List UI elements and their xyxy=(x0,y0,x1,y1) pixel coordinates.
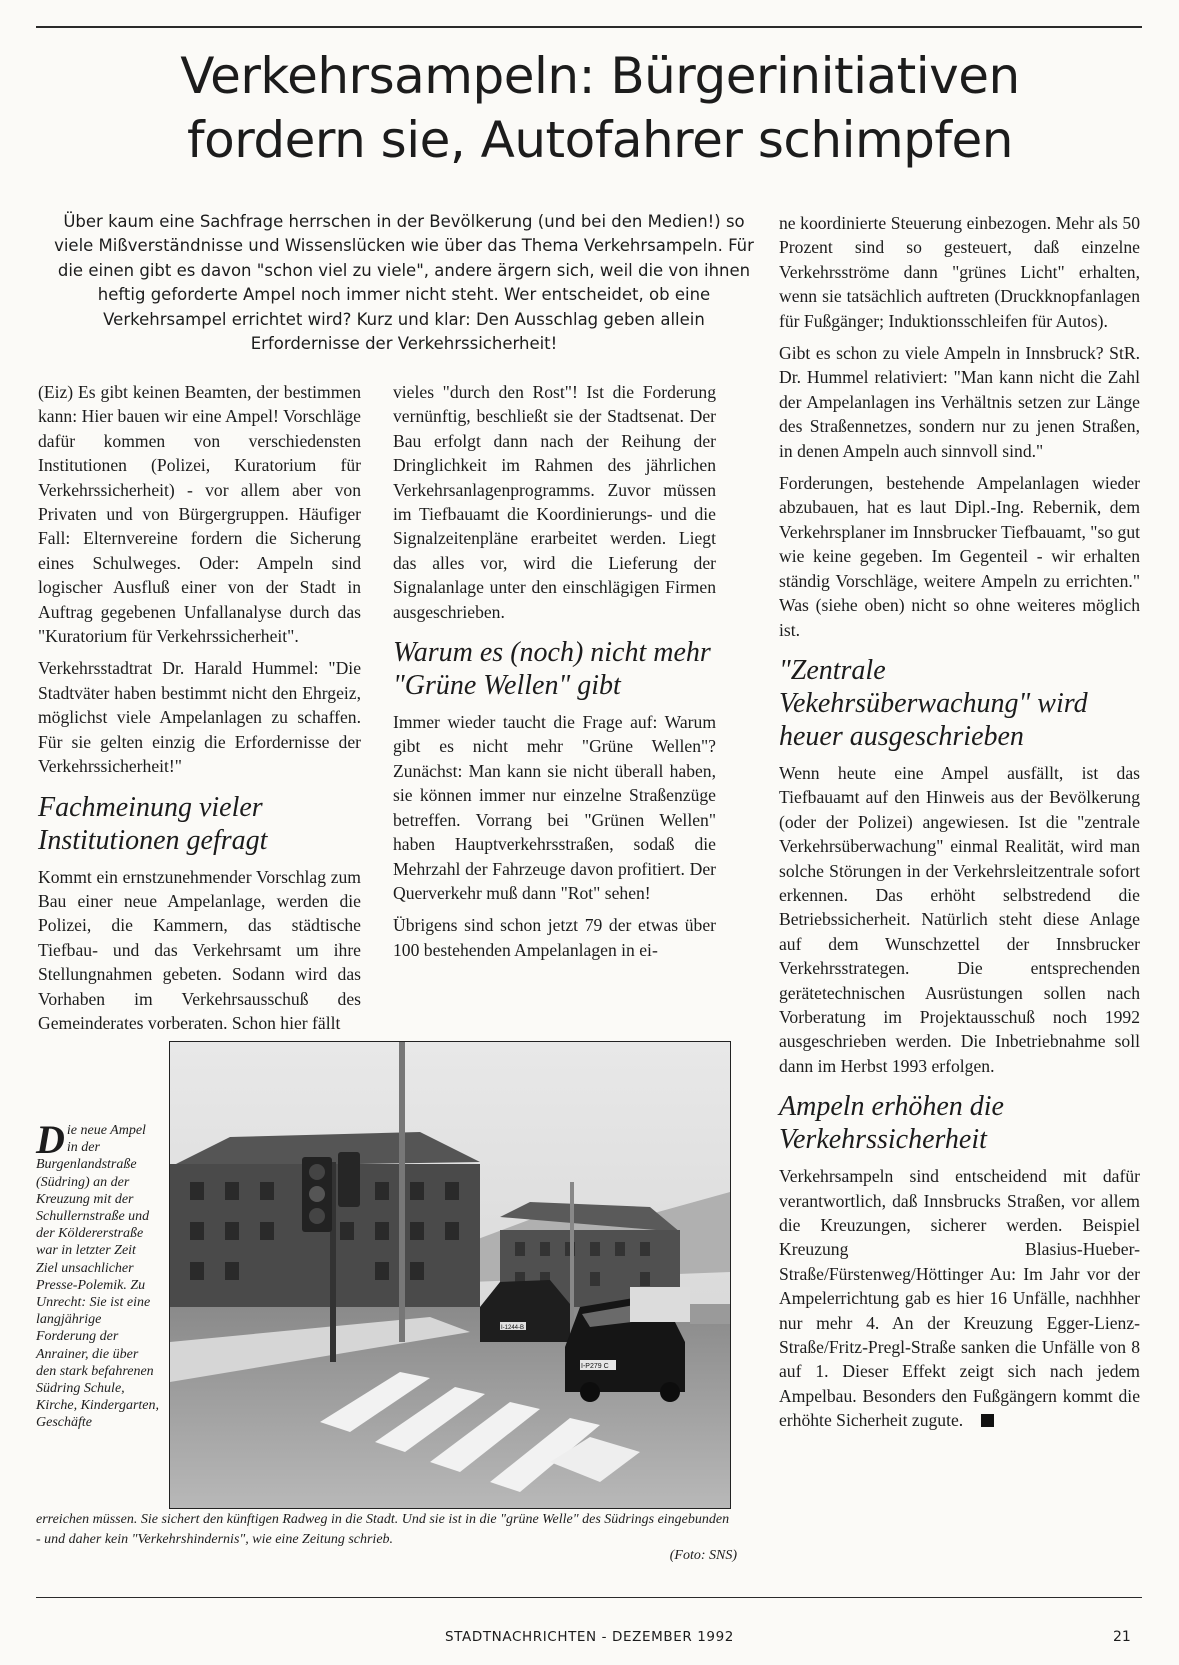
photo-lamp-post xyxy=(570,1182,574,1342)
col1-paragraph-2: Verkehrsstadtrat Dr. Harald Hummel: "Die Stadtväter haben bestimmt nicht den Ehrgeiz, möglichst viele Ampelanlagen zu schaffen. Für sie gelten einzig die Erfordernisse der Verkehrssicherheit!" xyxy=(38,658,361,777)
photo-license-plate-1: I-1244-B xyxy=(501,1325,525,1331)
traffic-light-photo xyxy=(169,1041,731,1509)
col2-paragraph-2: Immer wieder taucht die Frage auf: Warum gibt es nicht mehr "Grüne Wellen"? Zunächst: Man kann sie nicht überall haben, sie können immer nur einzelne Straßenzüge betreffen. Vorrang bei "Grünen Wellen" haben Hauptverkehrsstraßen, sodaß die Mehrzahl der Fahrzeuge davon profitiert. Der Querverkehr muß dann "Rot" sehen! xyxy=(393,712,716,903)
caption-side-text: ie neue Ampel in der Burgenlandstraße (Südring) an der Kreuzung mit der Schullernstraße und der Köldererstraße war in letzter Zeit Ziel unsachlicher Presse-Polemik. Zu Unrecht: Sie ist eine langjährige Forderung der Anrainer, die über den stark befahrenen Südring Schule, Kirche, Kindergarten, Geschäfte xyxy=(36,1123,160,1431)
article-column-2 xyxy=(393,380,716,962)
end-of-article-mark xyxy=(981,1414,994,1427)
col2-subheading: Warum es (noch) nicht mehr "Grüne Wellen" gibt xyxy=(393,637,711,702)
bottom-rule xyxy=(36,1597,1142,1598)
caption-dropcap: D xyxy=(36,1117,65,1162)
col3-paragraph-5-text: Verkehrsampeln sind entscheidend mit dafür verantwortlich, daß Innsbrucks Straßen, vor allem die Kreuzungen, sicherer werden. Beispiel Kreuzung Blasius-Hueber-Straße/Fürstenweg/Höttinger Au: Im Jahr vor der Ampelerrichtung gab es hier 16 Unfälle, nachhher nur mehr 4. An der Kreuzung Egger-Lienz-Straße/Fritz-Pregl-Straße sanken die Unfälle von 8 auf 1. Dieser Effekt zeigt sich nach jedem Ampelbau. Besonders den Fußgängern kommt die erhöhte Sicherheit zugute. xyxy=(779,1166,1140,1431)
photo-distant-car xyxy=(690,1304,730,1324)
photo-credit: (Foto: SNS) xyxy=(669,1548,737,1563)
col3-paragraph-5 xyxy=(779,1164,1140,1432)
col2-paragraph-3: Übrigens sind schon jetzt 79 der etwas über 100 bestehenden Ampelanlagen in ei- xyxy=(393,915,716,960)
photo-light-pole xyxy=(399,1042,405,1342)
headline xyxy=(70,44,1130,172)
col3-paragraph-2: Gibt es schon zu viele Ampeln in Innsbruck? StR. Dr. Hummel relativiert: "Man kann nicht die Zahl der Ampelanlagen ins Verhältnis setzen zur Länge des Straßennetzes, sondern nur zu jenen Straßen, in denen Ampeln auch sinnvoll sind." xyxy=(779,343,1140,461)
col3-subheading-2: Ampeln erhöhen die Verkehrssicherheit xyxy=(779,1091,1004,1156)
photo-caption-bottom: erreichen müssen. Sie sichert den künftigen Radweg in die Stadt. Und sie ist in die "grüne Welle" des Südrings eingebunden - und daher kein "Verkehrshindernis", wie eine Zeitung schrieb. xyxy=(36,1512,730,1547)
headline-line-2: fordern sie, Autofahrer schimpfen xyxy=(187,111,1013,169)
col3-paragraph-4: Wenn heute eine Ampel ausfällt, ist das Tiefbauamt auf den Hinweis aus der Bevölkerung (oder der Polizei) angewiesen. Ist die "zentrale Verkehrsüberwachung" einmal Realität, wird man solche Störungen in der Verkehrsleitzentrale sofort erkennen. Das erhöht selbstredend die Betriebssicherheit. Natürlich steht diese Anlage auf dem Wunschzettel der Innsbrucker Verkehrsstrategen. Die entsprechenden gerätetechnischen Ausrüstungen sollen nach Vorberatung im Projektausschuß noch 1992 ausgeschrieben werden. Die Inbetriebnahme soll dann im Herbst 1993 erfolgen. xyxy=(779,762,1140,1076)
footer-publication: STADTNACHRICHTEN - DEZEMBER 1992 xyxy=(445,1629,734,1645)
article-column-1 xyxy=(38,380,361,1035)
col3-paragraph-3: Forderungen, bestehende Ampelanlagen wieder abzubauen, hat es laut Dipl.-Ing. Rebernik, dem Verkehrsplaner im Innsbrucker Tiefbauamt, "so gut wie keine gegeben. Im Gegenteil - wir erhalten ständig Vorschläge, weitere Ampeln zu errichten." Was (siehe oben) nicht so ohne weiteres möglich ist. xyxy=(779,473,1140,640)
col1-paragraph-1: (Eiz) Es gibt keinen Beamten, der bestimmen kann: Hier bauen wir eine Ampel! Vorschläge dafür kommen von verschiedensten Institutionen (Polizei, Kuratorium für Verkehrssicherheit) - vor allem aber von Privaten und von Bürgergruppen. Häufiger Fall: Elternvereine fordern die Sicherung eines Schulweges. Oder: Ampeln sind logischer Ausfluß einer von der Stadt in Auftrag gegebenen Unfallanalyse durch das "Kuratorium für Verkehrssicherheit". xyxy=(38,382,361,647)
photo-white-van xyxy=(630,1287,690,1322)
photo-license-plate-2: I-P279 C xyxy=(581,1363,609,1370)
article-column-3 xyxy=(779,211,1140,1433)
top-rule xyxy=(36,26,1142,28)
col1-subheading: Fachmeinung vieler Institutionen gefragt xyxy=(38,791,268,856)
headline-line-1: Verkehrsampeln: Bürgerinitiativen xyxy=(180,47,1020,105)
col3-paragraph-1: ne koordinierte Steuerung einbezogen. Mehr als 50 Prozent sind so gesteuert, daß einzelne Verkehrsströme dann "grünes Licht" erhalten, wenn sie tatsächlich auftreten (Druckknopfanlagen für Fußgänger; Induktionsschleifen für Autos). xyxy=(779,213,1140,331)
photo-caption-side xyxy=(36,1117,160,1432)
lead-paragraph: Über kaum eine Sachfrage herrschen in der Bevölkerung (und bei den Medien!) so viele Mißverständnisse und Wissenslücken wie über das Thema Verkehrsampeln. Für die einen gibt es davon "schon viel zu viele", andere ärgern sich, weil die von ihnen heftig geforderte Ampel noch immer nicht steht. Wer entscheidet, ob eine Verkehrsampel errichtet wird? Kurz und klar: Den Ausschlag geben allein Erfordernisse der Verkehrssicherheit! xyxy=(54,212,754,354)
col1-paragraph-3: Kommt ein ernstzunehmender Vorschlag zum Bau einer neue Ampelanlage, werden die Polizei, die Kammern, das städtische Tiefbau- und das Verkehrsamt um ihre Stellungnahmen gebeten. Sodann wird das Vorhaben im Verkehrsausschuß des Gemeinderates vorberaten. Schon hier fällt xyxy=(38,866,361,1033)
col2-paragraph-1: vieles "durch den Rost"! Ist die Forderung vernünftig, beschließt sie der Stadtsenat. Der Bau erfolgt dann nach der Reihung der Dringlichkeit im Rahmen des jährlichen Verkehrsanlagenprogramms. Zuvor müssen im Tiefbauamt die Koordinierungs- und die Signalzeitenpläne erarbeitet werden. Liegt das alles vor, wird die Lieferung der Signalanlage unter den einschlägigen Firmen ausgeschrieben. xyxy=(393,382,716,622)
page-number: 21 xyxy=(1113,1629,1131,1645)
col3-subheading-1: "Zentrale Vekehrsüberwachung" wird heuer ausgeschrieben xyxy=(779,654,1088,752)
